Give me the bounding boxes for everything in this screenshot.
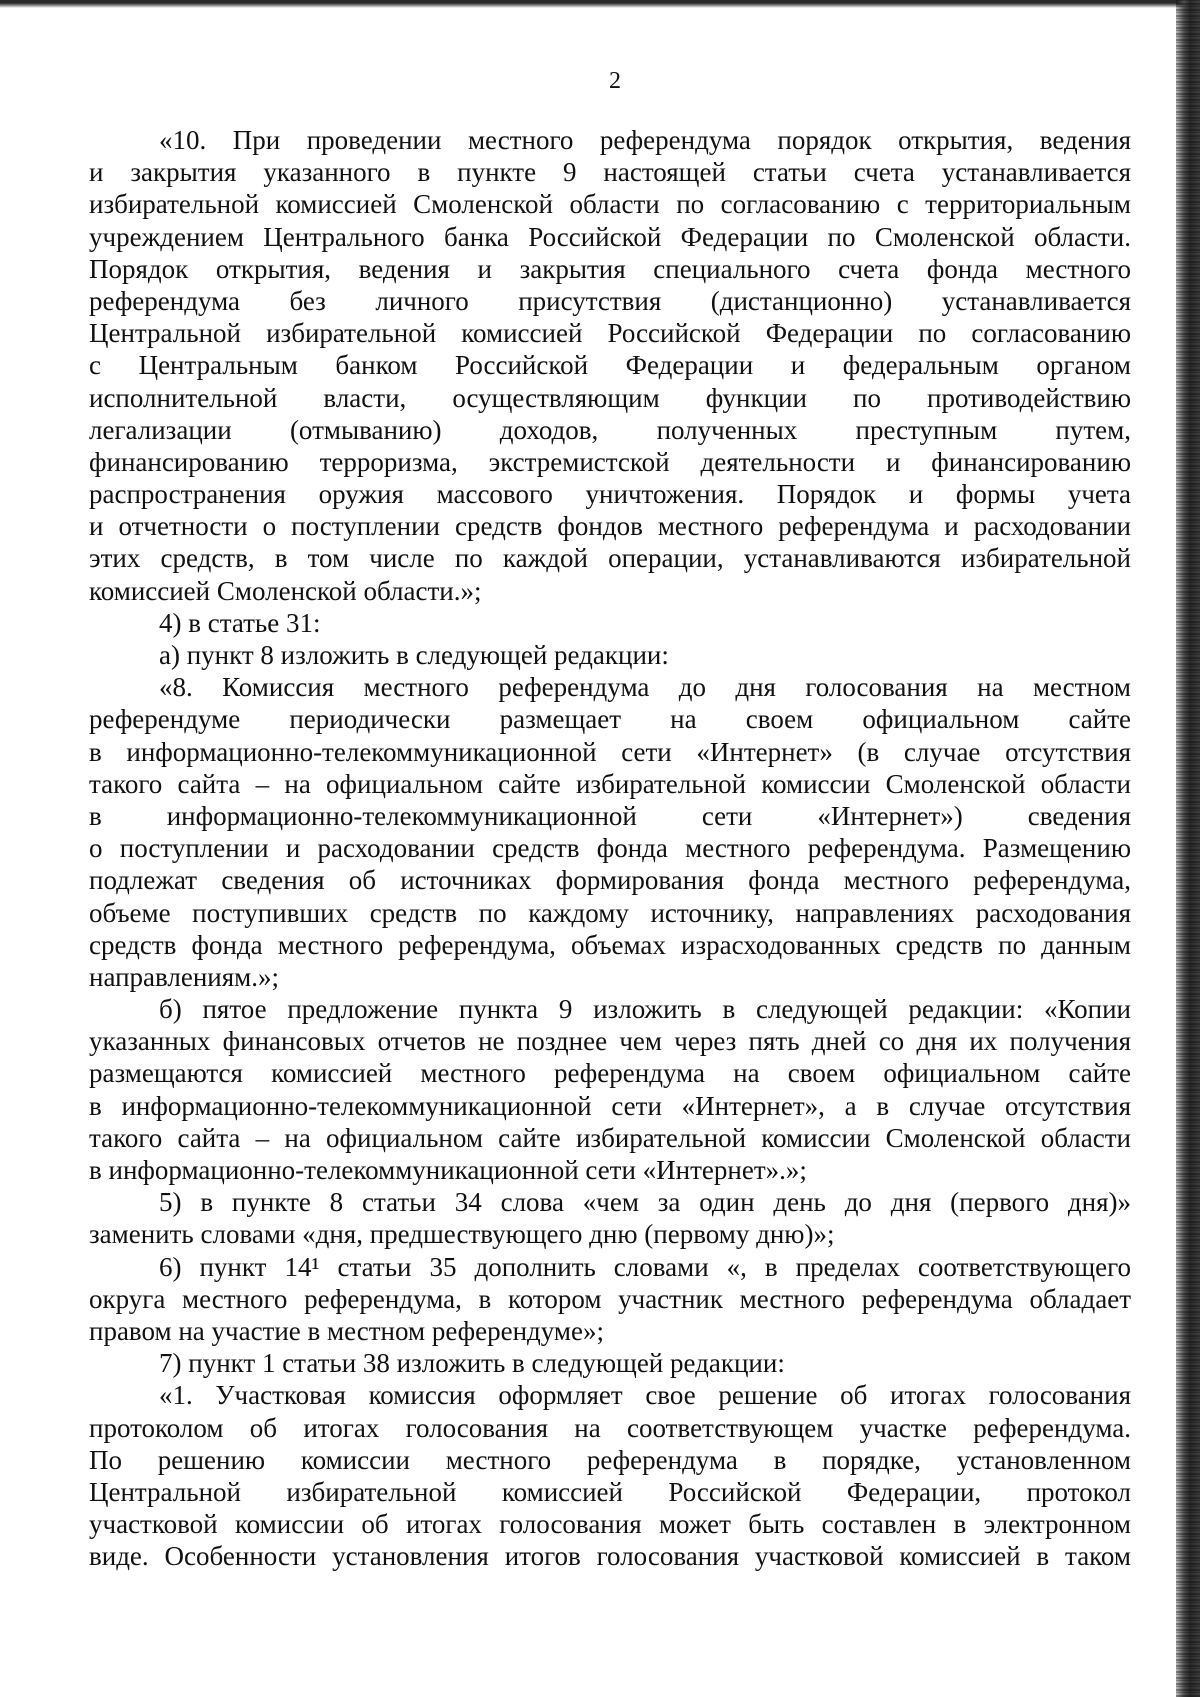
text-line: виде. Особенности установления итогов голосования участковой комиссией в таком — [89, 1541, 1131, 1572]
text-line: протоколом об итогах голосования на соответствующем участке референдума. — [89, 1412, 1131, 1443]
text-line: такого сайта – на официальном сайте избирательной комиссии Смоленской области — [89, 768, 1131, 799]
text-line: 5) в пункте 8 статьи 34 слова «чем за один день до дня (первого дня)» — [159, 1187, 1131, 1218]
text-line: в информационно-телекоммуникационной сети «Интернет», а в случае отсутствия — [89, 1090, 1131, 1121]
text-line: учреждением Центрального банка Российской Федерации по Смоленской области. — [89, 221, 1131, 252]
text-line: такого сайта – на официальном сайте избирательной комиссии Смоленской области — [89, 1122, 1131, 1153]
document-body — [89, 124, 1131, 1572]
text-line: референдуме периодически размещает на своем официальном сайте — [89, 704, 1131, 735]
text-line: направлениям.»; — [89, 961, 280, 992]
text-line: размещаются комиссией местного референдума на своем официальном сайте — [89, 1058, 1131, 1089]
text-line: объеме поступивших средств по каждому источнику, направлениях расходования — [89, 897, 1131, 928]
scan-top-edge — [0, 0, 1200, 8]
text-line: 6) пункт 14¹ статьи 35 дополнить словами «, в пределах соответствующего — [159, 1251, 1131, 1282]
text-line: этих средств, в том числе по каждой операции, устанавливаются избирательной — [89, 543, 1131, 574]
text-line: «1. Участковая комиссия оформляет свое решение об итогах голосования — [159, 1380, 1131, 1411]
text-line: подлежат сведения об источниках формирования фонда местного референдума, — [89, 865, 1131, 896]
text-line: а) пункт 8 изложить в следующей редакции: — [159, 640, 669, 670]
text-line: избирательной комиссией Смоленской области по согласованию с территориальным — [89, 189, 1131, 220]
text-line: в информационно-телекоммуникационной сети «Интернет» (в случае отсутствия — [89, 736, 1131, 767]
text-line: участковой комиссии об итогах голосования может быть составлен в электронном — [89, 1509, 1131, 1540]
text-line: указанных финансовых отчетов не позднее чем через пять дней со дня их получения — [89, 1026, 1131, 1057]
text-line: б) пятое предложение пункта 9 изложить в следующей редакции: «Копии — [159, 994, 1131, 1025]
page-number: 2 — [609, 68, 621, 94]
text-line: 7) пункт 1 статьи 38 изложить в следующей редакции: — [159, 1348, 785, 1379]
text-line: и отчетности о поступлении средств фондов местного референдума и расходовании — [89, 511, 1131, 542]
text-line: По решению комиссии местного референдума в порядке, установленном — [89, 1444, 1131, 1475]
text-line: финансированию терроризма, экстремистской деятельности и финансированию — [89, 446, 1131, 477]
text-line: средств фонда местного референдума, объемах израсходованных средств по данным — [89, 929, 1131, 960]
text-line: «10. При проведении местного референдума порядок открытия, ведения — [159, 125, 1131, 155]
text-line: в информационно-телекоммуникационной сети «Интернет».»; — [89, 1155, 807, 1185]
text-line: округа местного референдума, в котором участник местного референдума обладает — [89, 1283, 1131, 1314]
text-line: исполнительной власти, осуществляющим функции по противодействию — [89, 382, 1131, 413]
text-line: в информационно-телекоммуникационной сети «Интернет») сведения — [89, 800, 1131, 831]
text-line: легализации (отмыванию) доходов, полученных преступным путем, — [89, 414, 1131, 445]
text-line: с Центральным банком Российской Федерации и федеральным органом — [89, 350, 1131, 381]
text-line: правом на участие в местном референдуме»; — [89, 1315, 605, 1346]
text-line: и закрытия указанного в пункте 9 настоящей статьи счета устанавливается — [89, 157, 1131, 188]
text-line: распространения оружия массового уничтожения. Порядок и формы учета — [89, 479, 1131, 510]
text-line: заменить словами «дня, предшествующего дню (первому дню)»; — [89, 1219, 835, 1250]
text-line: о поступлении и расходовании средств фонда местного референдума. Размещению — [89, 833, 1131, 864]
text-line: 4) в статье 31: — [159, 607, 321, 638]
text-line: комиссией Смоленской области.»; — [89, 575, 482, 606]
text-line: Центральной избирательной комиссией Российской Федерации, протокол — [89, 1476, 1131, 1507]
scan-right-edge — [1176, 0, 1200, 1697]
text-line: Центральной избирательной комиссией Российской Федерации по согласованию — [89, 318, 1131, 349]
text-line: Порядок открытия, ведения и закрытия специального счета фонда местного — [89, 253, 1131, 284]
text-line: референдума без личного присутствия (дистанционно) устанавливается — [89, 285, 1131, 316]
text-line: «8. Комиссия местного референдума до дня голосования на местном — [159, 672, 1131, 703]
